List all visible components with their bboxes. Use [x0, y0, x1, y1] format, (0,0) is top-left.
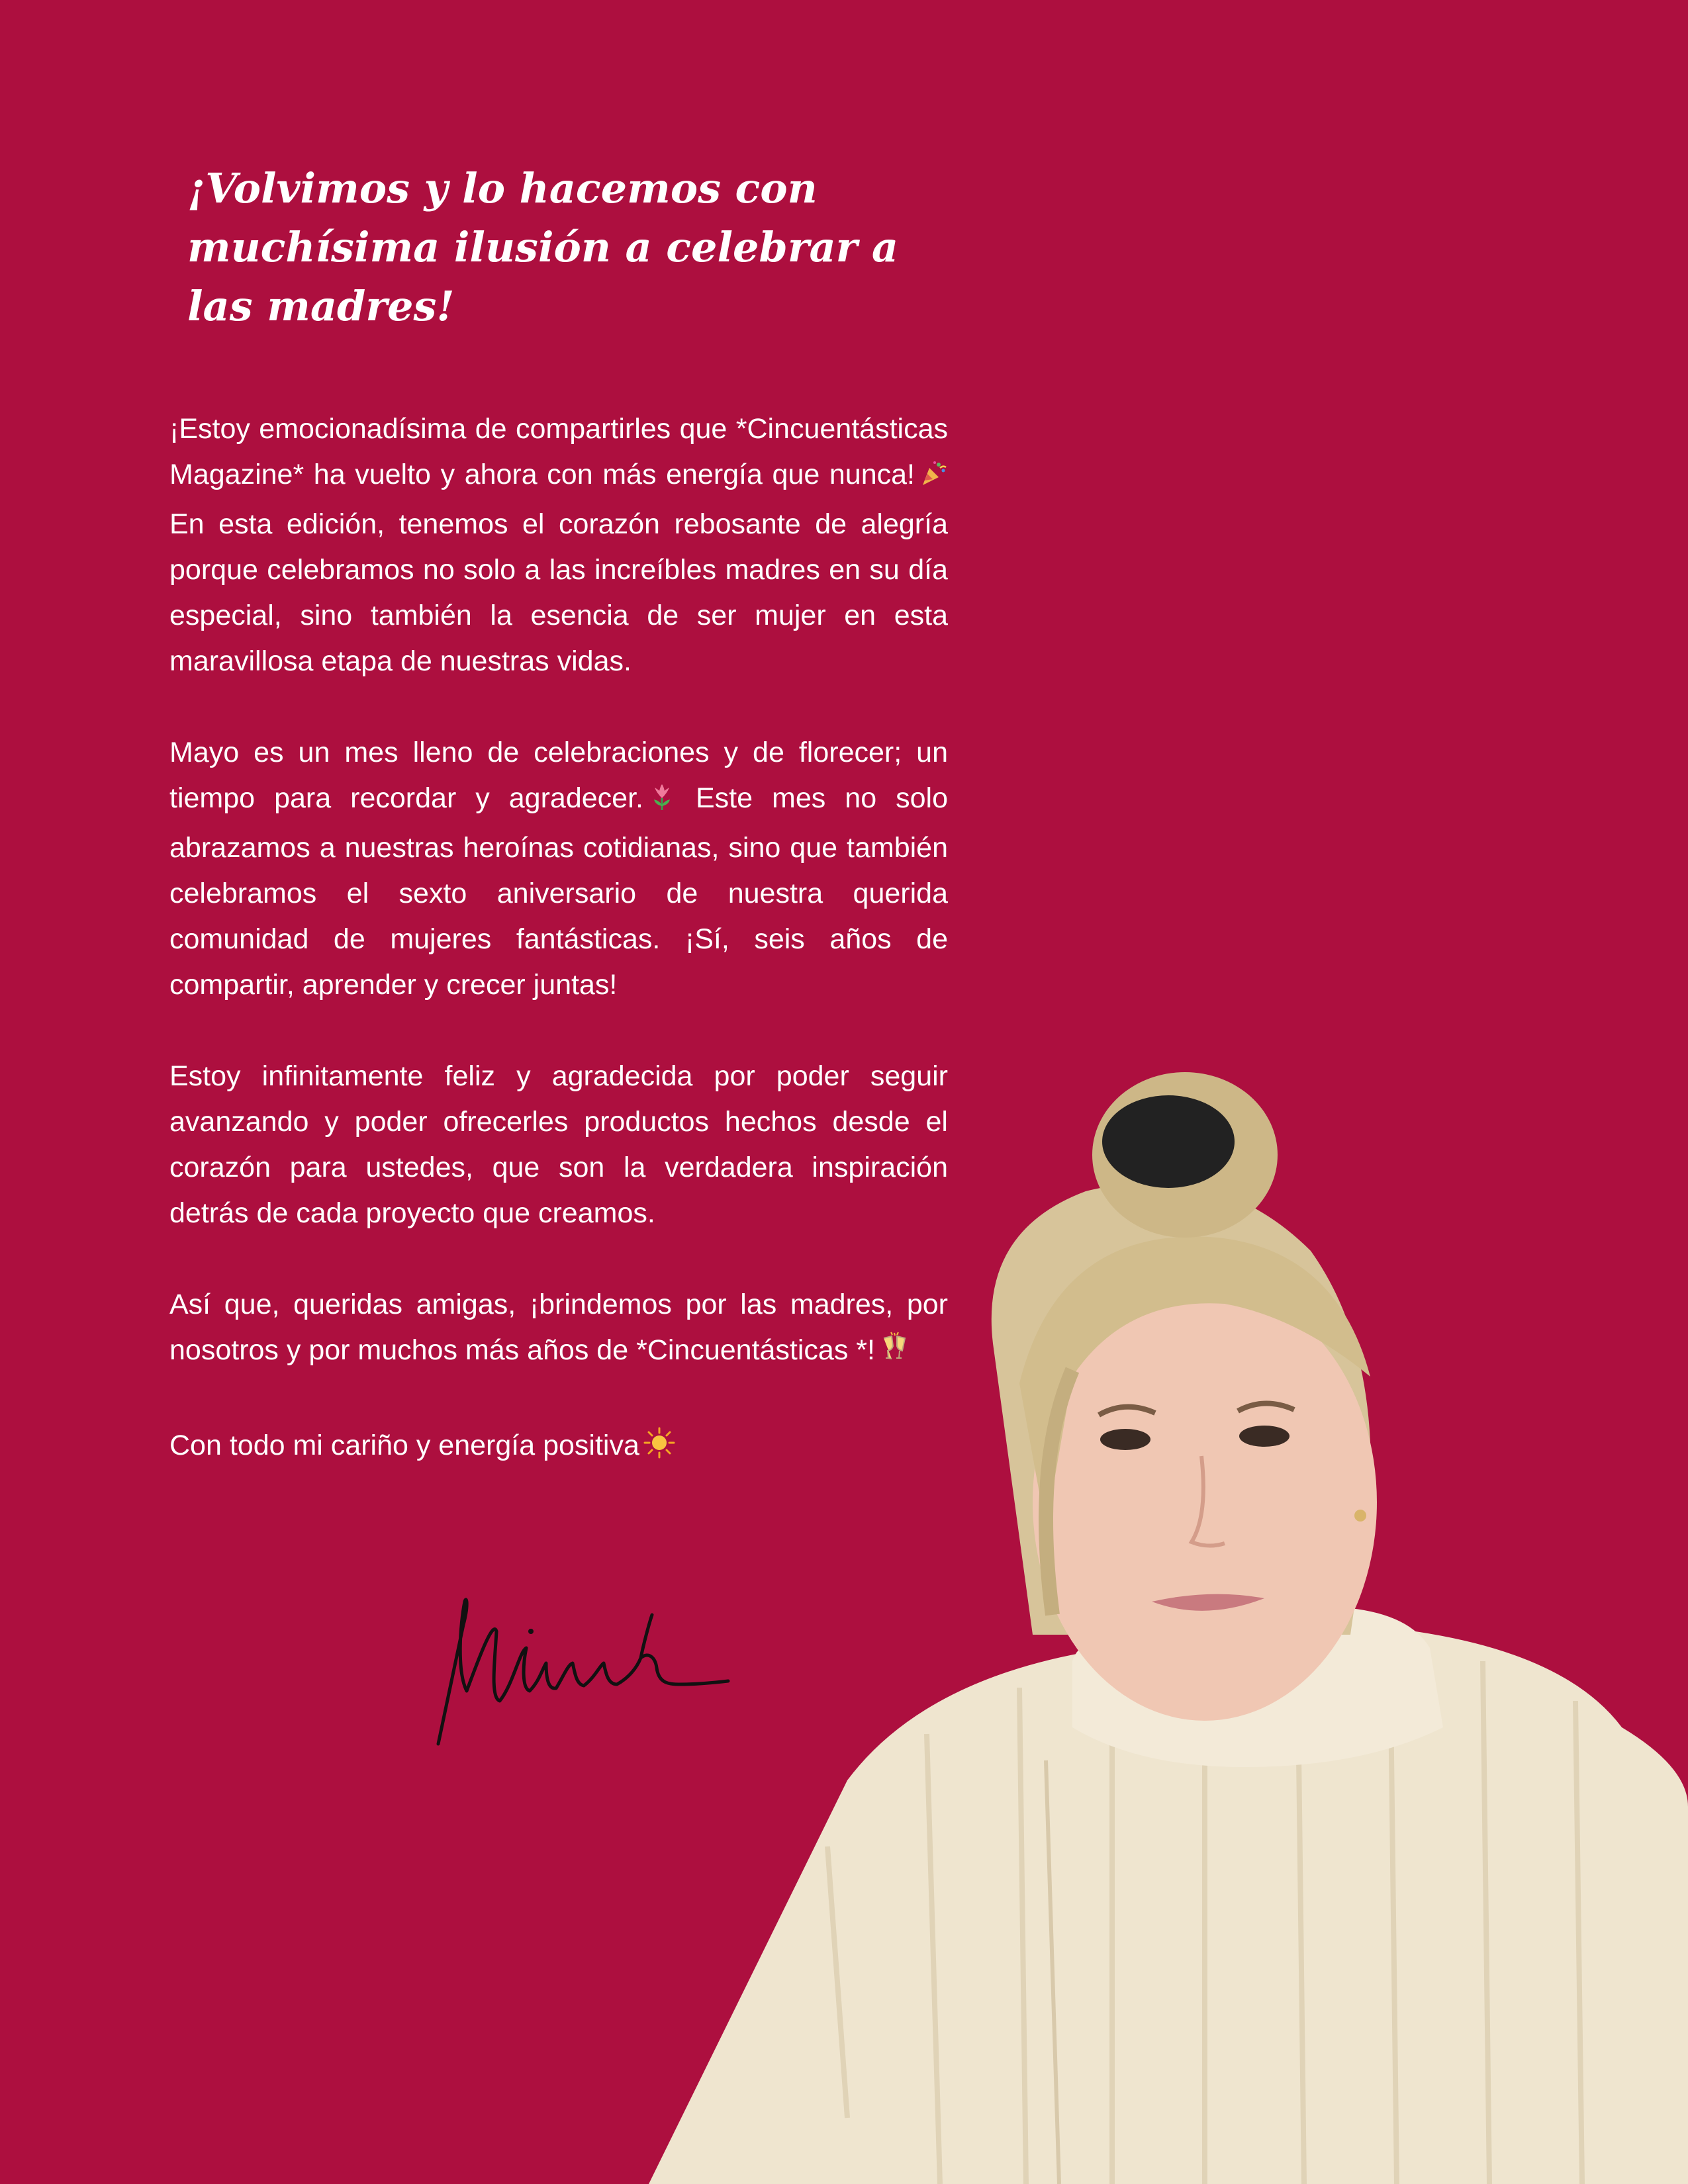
- paragraph-text: ¡Estoy emocionadísima de compartirles que *Cincuentásticas Magazine* ha vuelto y ahora con más energía que nunca!: [169, 413, 948, 490]
- paragraph-text-after: En esta edición, tenemos el corazón rebosante de alegría porque celebramos no solo a las increíbles madres en su día especial, sino también la esencia de ser mujer en esta maravillosa etapa de nuestras vidas.: [169, 508, 948, 677]
- paragraph-may: [169, 730, 948, 1008]
- paragraph-text: Mayo es un mes lleno de celebraciones y de florecer; un tiempo para recordar y agradecer.: [169, 737, 948, 814]
- paragraph-text: Con todo mi cariño y energía positiva: [169, 1430, 639, 1461]
- paragraph-text: Así que, queridas amigas, ¡brindemos por las madres, por nosotros y por muchos más años de *Cincuentásticas *!: [169, 1289, 948, 1366]
- paragraph-intro: [169, 406, 948, 684]
- tulip-icon: [647, 780, 677, 825]
- paragraph-text: Estoy infinitamente feliz y agradecida por poder seguir avanzando y poder ofrecerles productos hechos desde el corazón para ustedes, que son la verdadera inspiración detrás de cada proyecto que creamos.: [169, 1060, 948, 1229]
- author-portrait: [649, 1066, 1688, 2184]
- party-popper-icon: [919, 456, 948, 502]
- headline: ¡Volvimos y lo hacemos con muchísima ilusión a celebrar a las madres!: [187, 164, 899, 330]
- paragraph-text-after: Este mes no solo abrazamos a nuestras heroínas cotidianas, sino que también celebramos el sexto aniversario de nuestra querida comunidad de mujeres fantásticas. ¡Sí, seis años de compartir, aprender y crecer juntas!: [169, 782, 949, 1001]
